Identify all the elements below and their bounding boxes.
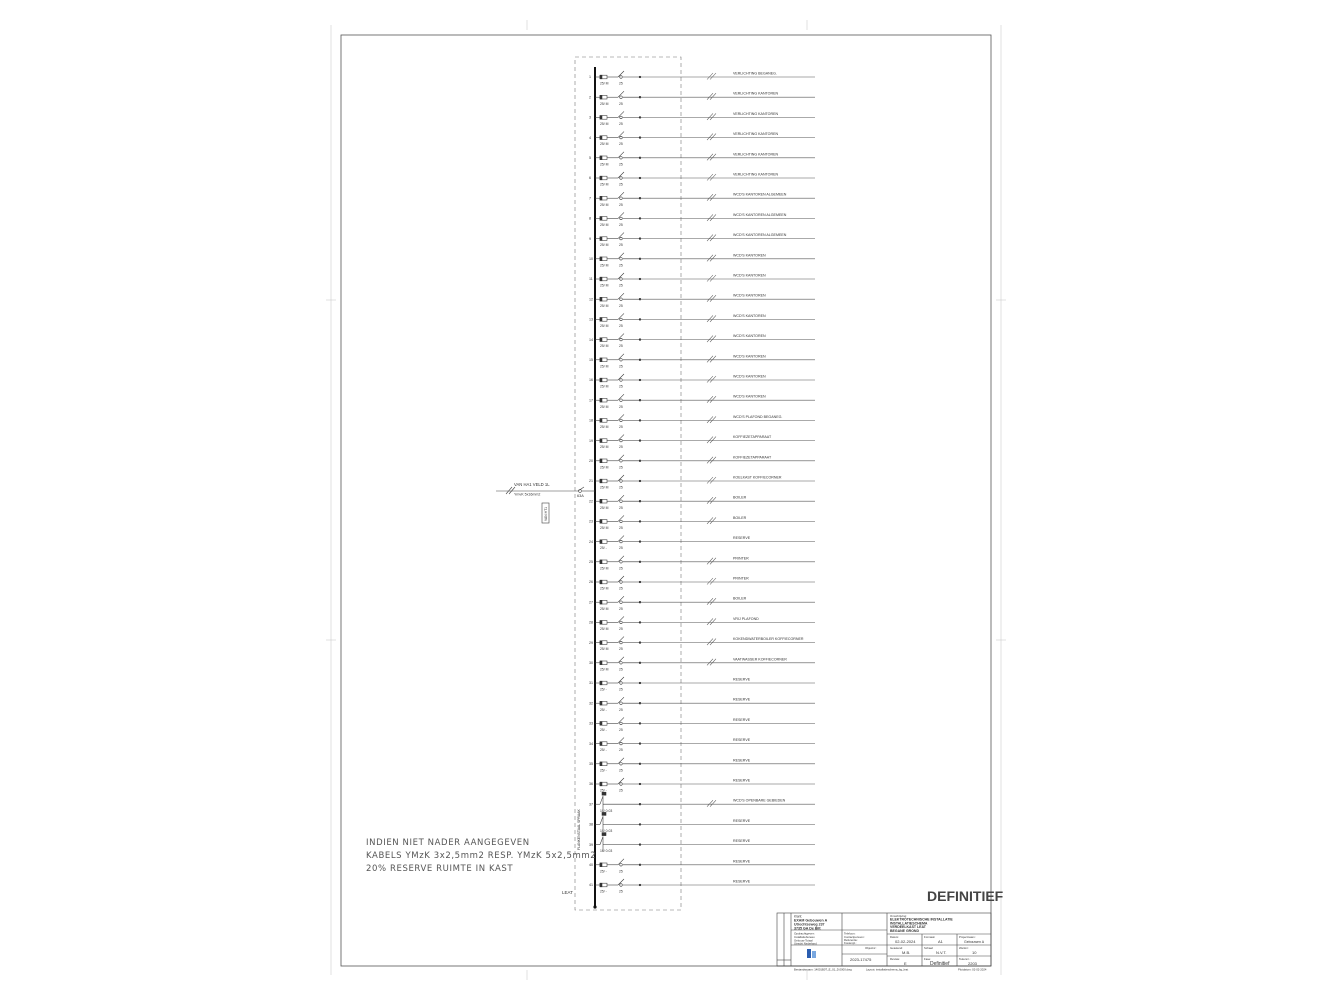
group-number: 7 [589,196,591,201]
tb-drawn-label: Getekend: [890,946,903,950]
group-rating: 25 [619,324,623,328]
group-spec: 25/ M [600,364,609,369]
group-label: BOILER [733,495,747,500]
tb-desc-3: VERDEELKAST LEAT [890,925,926,930]
group-rating: 25 [619,768,623,773]
group-number: 15 [589,358,593,362]
group-rating: 25 [619,889,623,894]
group-label: RESERVE [733,697,751,702]
group-rating: 25 [619,101,623,106]
group-rating: 25 [619,788,623,793]
group-row [595,273,815,282]
group-row [595,152,815,161]
group-row [595,536,815,544]
tb-sheet-label: Werknr: [959,946,969,950]
group-number: 1 [589,75,591,80]
group-number: 39 [589,842,593,847]
group-spec: 25/ - [600,687,607,692]
sheet-edge [326,20,1006,980]
group-spec: 25/ M [600,263,609,268]
group-label: VERLICHTING KANTOREN [733,152,779,157]
feeder-cable: YmvK 5x16mm2 [514,492,541,497]
group-rating: 25 [619,667,623,672]
group-rating: 25 [619,404,623,409]
tb-phase-label: Fase: [924,957,931,961]
group-rating: 25 [619,647,623,652]
group-row [595,71,815,80]
tb-client-4: 3735 GA De Bilt [794,926,821,931]
group-rating: 25 [619,384,623,389]
group-label: KOKENDWATERBOILER KOFFIECORNER [733,637,804,642]
group-row [595,111,815,120]
group-number: 35 [589,762,593,766]
group-spec: 25/ M [600,182,609,187]
panel-side-label: FLANKENSTAAL SPRAAK [577,809,581,850]
group-number: 4 [589,135,591,140]
group-rating: 25 [619,707,623,712]
group-row [595,313,815,322]
tb-drawn: M.B. [902,950,911,955]
group-row [595,677,815,685]
group-label: VERLICHTING KANTOREN [733,91,779,96]
tb-project-no: 2023-17475 [850,957,872,962]
general-note-line-2: KABELS YMzK 3x2,5mm2 RESP. YMzK 5x2,5mm2 [366,851,597,861]
group-spec: 16/ 0.03 [600,849,613,854]
group-rating: 25 [619,142,623,147]
group-spec: 25/ M [600,566,609,571]
group-number: 16 [589,378,593,383]
group-rating: 25 [619,445,623,450]
group-spec: 25/ - [600,889,607,894]
group-spec: 16/ 0.03 [600,808,613,813]
group-row [595,394,815,403]
drawing-frame [341,35,991,966]
group-spec: 25/ - [600,546,607,551]
group-spec: 25/ M [600,627,609,631]
busbar-end-dot [593,905,596,908]
group-number: 19 [589,438,593,443]
group-label: RESERVE [733,859,751,864]
tb-phase: Definitief [930,961,950,967]
group-number: 32 [589,701,593,706]
group-rating: 25 [619,627,623,631]
group-label: WCD'S OPENBARE GEBIEDEN [733,798,786,803]
group-rating: 25 [619,586,623,591]
group-spec: 25/ - [600,869,607,874]
general-note-line-1: INDIEN NIET NADER AANGEGEVEN [366,838,530,848]
group-spec: 25/ M [600,303,609,308]
group-spec: 25/ M [600,404,609,409]
group-spec: 16/ 0.03 [600,829,613,833]
group-number: 38 [589,822,593,827]
group-number: 6 [589,176,591,181]
group-number: 29 [589,640,593,645]
group-rating: 25 [619,728,623,732]
group-number: 17 [589,398,593,403]
group-row [595,697,815,705]
group-label: RESERVE [733,879,751,884]
group-rating: 25 [619,485,623,490]
group-number: 41 [589,883,593,888]
group-number: 14 [589,337,593,342]
group-spec: 25/ M [600,344,609,349]
group-spec: 25/ M [600,606,609,611]
group-label: WCD'S KANTOREN [733,293,766,298]
group-row [595,859,815,867]
group-rating: 25 [619,303,623,308]
group-label: VERLICHTING KANTOREN [733,172,779,177]
group-row [595,475,815,484]
group-label: WCD'S KANTOREN [733,354,766,359]
tb-date-label: Datum: [890,935,900,939]
group-number: 33 [589,721,593,726]
group-rating: 25 [619,182,623,187]
group-label: WCD'S KANTOREN [733,273,766,278]
group-rating: 25 [619,263,623,268]
group-row [595,455,815,464]
group-spec: 25/ M [600,81,609,86]
kast-label: LEAT [562,890,573,895]
group-number: 27 [589,600,593,605]
group-label: WCD'S KANTOREN [733,394,766,399]
status-stamp: DEFINITIEF [927,888,1004,904]
tb-client-2: EXAM Gebouwen A [794,918,828,923]
group-row [595,354,815,363]
group-list [589,71,815,894]
group-rating: 25 [619,364,623,369]
group-spec: 25/ - [600,788,607,793]
group-number: 23 [589,519,593,524]
tb-phone-1: Telefoon: [844,931,856,936]
group-spec: 25/ M [600,526,609,530]
group-label: BOILER [733,596,747,601]
group-number: 24 [589,539,593,544]
group-spec: 25/ M [600,485,609,490]
group-number: 13 [589,317,593,322]
group-row [595,778,815,786]
group-row [595,758,815,766]
group-label: RESERVE [733,839,751,844]
tb-contractor-1: Opdrachtgever: [794,931,815,936]
group-spec: 25/ M [600,202,609,207]
general-note-line-3: 20% RESERVE RUIMTE IN KAST [366,864,514,874]
group-rating: 25 [619,465,623,470]
group-rating: 25 [619,546,623,551]
tb-tek-label: Tekennr.: [959,957,971,961]
group-number: 36 [589,782,593,787]
group-spec: 25/ M [600,384,609,389]
group-label: RESERVE [733,818,751,823]
tb-desc-2: INSTALLATIESCHEMA [890,921,928,926]
tb-rev-label: Revisie: [890,957,900,961]
tb-date: 02-02-2024 [895,939,916,944]
group-label: VERLICHTING KANTOREN [733,111,779,116]
group-label: RESERVE [733,677,751,682]
group-spec: 25/ M [600,647,609,652]
tb-desc-label: Omschrijving: [890,914,907,918]
group-spec: 25/ - [600,768,607,773]
group-spec: 25/ M [600,586,609,591]
group-label: WCD'S KANTOREN [733,313,766,318]
group-rating: 25 [619,505,623,510]
group-spec: 25/ M [600,223,609,227]
group-label: PRINTER [733,556,749,561]
group-number: 28 [589,620,593,625]
group-number: 2 [589,95,591,100]
group-row [595,374,815,383]
group-spec: 25/ - [600,748,607,753]
group-label: VERLICHTING KANTOREN [733,132,779,137]
group-label: VRIJ PLAFOND [733,616,759,621]
group-label: KOELKAST KOFFIECORNER [733,475,782,480]
group-row [595,812,815,830]
group-number: 26 [589,580,593,585]
group-row [595,334,815,343]
group-label: PRINTER [733,576,749,581]
group-rating: 25 [619,162,623,167]
group-row [595,253,815,261]
group-row [595,293,815,302]
group-row [595,738,815,746]
tb-rev: E [904,961,907,966]
group-label: WCD'S KANTOREN [733,253,766,258]
group-label: WCD'S KANTOREN [733,334,766,339]
tb-footer-left: Bestandsnaam: 14001B0T_E_01_D.0000.dwg [794,967,852,972]
group-spec: 25/ M [600,667,609,672]
feeder-box-label: VAN HT1 [544,506,548,521]
group-spec: 25/ M [600,162,609,167]
tb-phone-4: Kostenpl.: [844,941,857,946]
group-rating: 25 [619,748,623,753]
tb-scale: N.V.T. [936,950,947,955]
tb-client-1: Klant: [794,914,803,919]
group-spec: 25/ - [600,728,607,732]
group-number: 22 [589,499,593,504]
group-spec: 25/ M [600,324,609,328]
group-row [595,576,815,585]
feeder-breaker: 63A [577,494,584,498]
group-rating: 25 [619,202,623,207]
group-spec: 25/ M [600,101,609,106]
group-label: RESERVE [733,717,751,722]
group-number: 34 [589,741,593,746]
group-label: WCD'S KANTOREN ALGEMEEN [733,212,787,217]
group-label: BOILER [733,515,747,520]
group-label: KOFFIEZETAPPARAAT [733,455,772,460]
tb-format-label: Formaat: [924,935,936,939]
group-rating: 25 [619,344,623,349]
group-row [595,879,815,887]
group-row [595,91,815,100]
group-number: 3 [589,115,591,120]
group-rating: 25 [619,243,623,248]
group-label: RESERVE [733,758,751,763]
tb-footer-mid: Layout: installatieschema_bg_leat [866,967,909,972]
group-number: 12 [589,297,593,302]
group-row [595,172,815,181]
group-number: 40 [589,863,593,867]
group-number: 20 [589,459,593,463]
group-label: WCD'S PLAFOND BEGANEG. [733,414,783,419]
tb-object-label: Objectnr: [865,946,877,950]
group-rating: 25 [619,687,623,692]
group-number: 9 [589,236,591,241]
company-logo [807,949,816,958]
tb-desc-1: ELEKTROTECHNISCHE INSTALLATIE [890,917,953,922]
group-number: 11 [589,277,593,282]
feeder-label: VAN HA1 VELD 1L [514,482,550,487]
tb-phone-2: Contactpersoon: [844,934,865,939]
tb-contractor-2: Installatiebureau [794,935,815,939]
tb-project: Gebouwen A [964,940,985,944]
group-row [595,596,815,605]
group-number: 21 [589,479,593,484]
group-rating: 25 [619,526,623,530]
tb-desc-4: BEGANE GROND [890,929,919,933]
group-row [595,515,815,524]
group-label: RESERVE [733,536,751,541]
tb-contractor-4: Utrecht Nederland [794,941,817,946]
group-number: 8 [589,216,591,221]
group-rating: 25 [619,869,623,874]
tb-footer-right: Plotdatum: 02-02-2024 [958,967,987,972]
group-number: 31 [589,681,593,686]
tb-tek: 2203 [968,961,977,966]
group-rating: 25 [619,425,623,429]
group-label: WCD'S KANTOREN [733,374,766,379]
tb-client-3: Utrechtseweg 237 [794,922,825,927]
group-spec: 25/ M [600,465,609,470]
tb-scale-label: Schaal: [924,946,934,950]
group-spec: 25/ M [600,243,609,248]
group-label: KOFFIEZETAPPARAAT [733,435,772,440]
group-label: RESERVE [733,778,751,783]
group-rating: 25 [619,81,623,86]
tb-contractor-3: Gebouw Totaal [794,938,813,943]
group-spec: 25/ M [600,142,609,147]
group-rating: 25 [619,122,623,126]
tb-sheet: 10 [972,950,977,955]
group-row [595,717,815,725]
group-label: VERLICHTING BEGANEG. [733,71,777,76]
group-row [595,435,815,444]
group-rating: 25 [619,223,623,227]
group-spec: 25/ M [600,283,609,288]
group-rating: 25 [619,566,623,571]
group-row [595,132,815,141]
tb-format: A1 [938,939,943,944]
group-number: 18 [589,418,593,423]
group-spec: 25/ - [600,707,607,712]
group-number: 25 [589,560,593,564]
group-label: VAATWASSER KOFFIECORNER [733,657,787,662]
group-rating: 25 [619,283,623,288]
group-row [595,495,815,504]
group-spec: 25/ M [600,445,609,450]
group-label: RESERVE [733,738,751,743]
tb-project-label: Projectnaam: [959,935,976,939]
group-number: 10 [589,257,593,261]
group-rating: 25 [619,606,623,611]
group-label: WCD'S KANTOREN ALGEMEEN [733,233,787,238]
group-number: 37 [589,802,593,807]
group-number: 30 [589,661,593,665]
group-spec: 25/ M [600,505,609,510]
tb-phone-3: Referentie: [844,938,858,942]
group-number: 5 [589,156,591,160]
group-row [595,616,815,625]
group-spec: 25/ M [600,425,609,429]
group-spec: 25/ M [600,122,609,126]
group-label: WCD'S KANTOREN ALGEMEEN [733,192,787,197]
group-row [595,556,815,565]
